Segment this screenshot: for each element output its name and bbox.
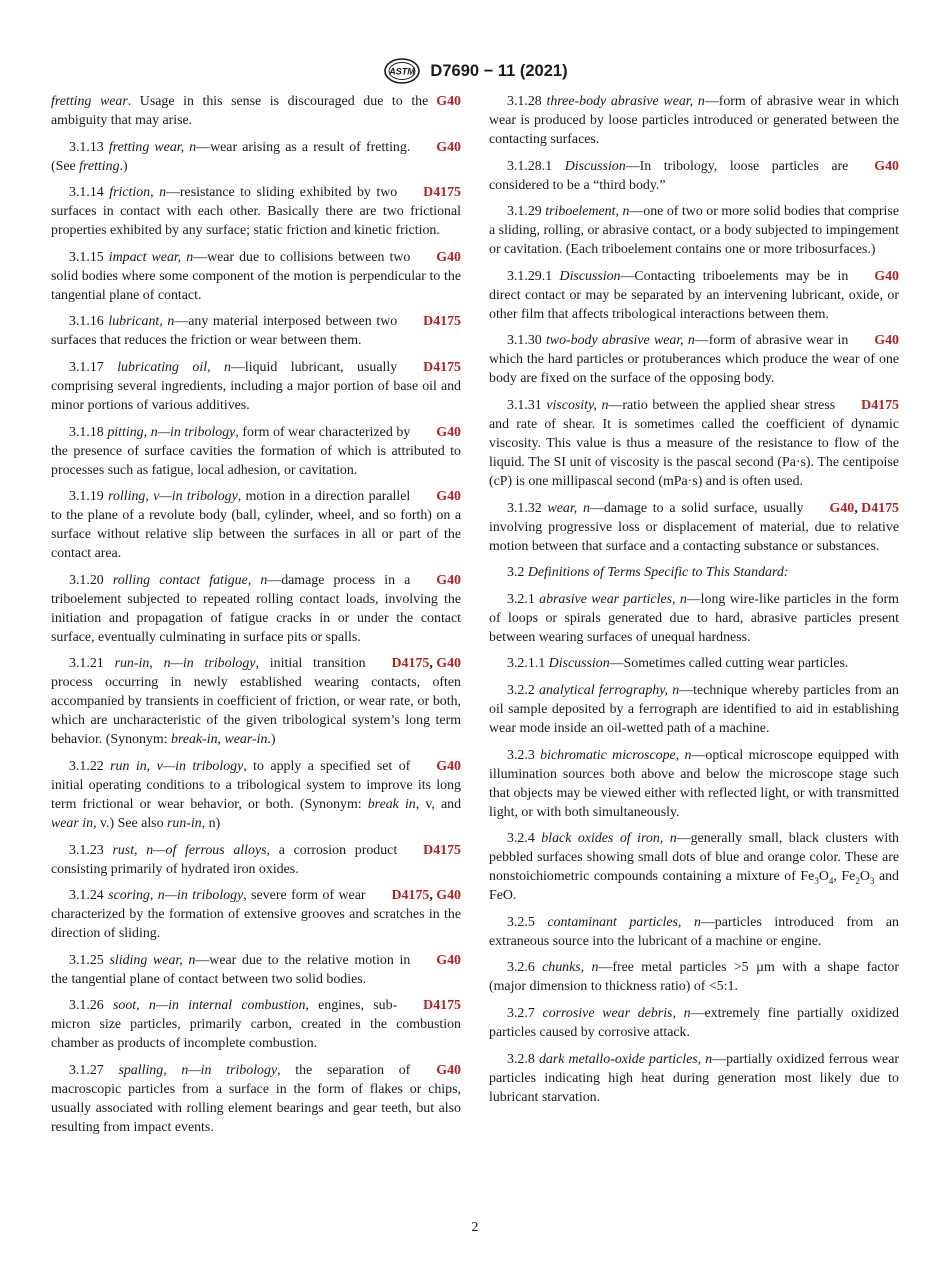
entry-term: two-body abrasive wear, n — [545, 333, 695, 349]
entry-body: .) — [267, 732, 276, 748]
definition-entry — [51, 92, 461, 130]
definition-entry — [51, 358, 461, 415]
entry-number: 3.1.25 — [69, 952, 110, 968]
formula-subscript: 2 — [855, 875, 860, 886]
reference-tag[interactable]: G40 — [436, 424, 461, 440]
entry-body: —wear due to collisions between two solid bodies where some component of the motion is perpendicular to the tangential plane of contact. — [51, 249, 461, 303]
definition-entry — [489, 958, 899, 996]
reference-tag[interactable]: D4175 — [861, 397, 899, 413]
reference-tags — [418, 487, 461, 506]
cross-reference-term: fretting — [79, 158, 120, 174]
entry-body: —any material interposed between two surfaces that reduces the friction or wear between them. — [51, 314, 398, 349]
reference-tags — [418, 248, 461, 267]
entry-term: Discussion — [559, 268, 621, 284]
entry-body: , v.) See also — [93, 815, 167, 831]
svg-text:ASTM: ASTM — [389, 66, 416, 77]
entry-number: 3.2.4 — [507, 831, 542, 847]
reference-separator: , — [429, 888, 437, 904]
reference-tags — [418, 951, 461, 970]
entry-number: 3.1.24 — [69, 888, 109, 904]
entry-number: 3.1.20 — [69, 572, 113, 588]
entry-body: —damage process in a triboelement subjected to repeated rolling contact loads, involving the initiation and propagation of fatigue cracks in or under the contact surface, eventually culminating in surface pits or spalls. — [51, 572, 461, 645]
entry-term: contaminant particles, n — [547, 914, 701, 930]
reference-tags — [405, 312, 461, 331]
definition-entry — [51, 996, 461, 1053]
entry-term: scoring, n—in tribology — [108, 888, 244, 904]
entry-term: rust, n—of ferrous alloys — [112, 842, 267, 858]
entry-number: 3.1.15 — [69, 249, 109, 265]
entry-body: —long wire-like particles in the form of loops or spirals generated due to hard, abrasive particles present between wearing surfaces of unequal hardness. — [489, 591, 899, 645]
entry-body: —In tribology, loose particles are considered to be a “third body.” — [489, 158, 849, 193]
definition-entry — [51, 654, 461, 749]
entry-number: 3.1.29 — [507, 204, 546, 220]
definition-entry — [51, 248, 461, 305]
entry-number: 3.1.23 — [69, 842, 113, 858]
reference-tags — [405, 183, 461, 202]
entry-term: chunks, n — [542, 960, 599, 976]
entry-number: 3.2.6 — [507, 960, 543, 976]
entry-body: —resistance to sliding exhibited by two surfaces in contact with each other. Basically there are two frictional properties exhibited by any surface; static friction and kinetic friction. — [51, 185, 461, 239]
entry-number: 3.2.7 — [507, 1005, 543, 1021]
definition-entry — [489, 654, 899, 673]
entry-term: soot, n—in internal combustion — [112, 998, 306, 1014]
reference-tags — [856, 157, 899, 176]
entry-body: , to apply a specified set of initial operating conditions to a tribological system to improve its long term frictional or wear behavior, or both. (Synonym: — [51, 758, 461, 812]
reference-tags — [856, 331, 899, 350]
entry-body: , n) — [201, 815, 221, 831]
left-column — [51, 92, 461, 1145]
page-header — [0, 56, 950, 86]
entry-body: —one of two or more solid bodies that comprise a sliding, rolling, or abrasive contact, or a body subjected to impingement or cavitation. (Each triboelement contains one or more tribosurfaces.) — [489, 204, 899, 258]
definition-entry — [489, 331, 899, 388]
reference-tag[interactable]: G40 — [436, 489, 461, 505]
entry-number: 3.2.1.1 — [507, 656, 549, 672]
reference-tag[interactable]: D4175 — [423, 998, 461, 1014]
entry-term: pitting, n—in tribology — [107, 424, 236, 440]
entry-term: wear, n — [547, 500, 590, 516]
entry-body: , initial transition process occurring in newly established wearing contacts, often accompanied by transients in coefficient of friction, or wear rate, or both, which are uncharacteristic of the given tribological system’s long term behavior. (Synonym: — [51, 656, 461, 748]
reference-tag[interactable]: G40 — [436, 758, 461, 774]
entry-term: Discussion — [548, 656, 610, 672]
reference-separator: , — [429, 656, 437, 672]
entry-body: —Contacting triboelements may be in direct contact or may be separated by an intervening lubricant, oxide, or other film that affects tribological interactions between them. — [489, 268, 899, 322]
reference-tag[interactable]: D4175 — [391, 888, 430, 904]
reference-tag[interactable]: G40 — [436, 656, 461, 672]
cross-reference-term: wear in — [51, 815, 94, 831]
reference-tags — [418, 1061, 461, 1080]
definition-entry — [489, 590, 899, 647]
definition-entry — [489, 396, 899, 491]
entry-number: 3.1.31 — [507, 397, 547, 413]
definition-entry — [489, 157, 899, 195]
definition-entry — [51, 138, 461, 176]
reference-tag[interactable]: G40 — [874, 268, 899, 284]
reference-tags — [436, 92, 461, 111]
entry-term: Definitions of Terms Specific to This Standard: — [527, 565, 789, 581]
reference-tag[interactable]: D4175 — [423, 185, 461, 201]
definition-entry — [51, 487, 461, 563]
reference-tags — [374, 886, 461, 905]
entry-term: lubricant, n — [108, 314, 175, 330]
definition-entry — [51, 183, 461, 240]
reference-separator: , — [854, 500, 862, 516]
entry-body: .) — [119, 158, 128, 174]
entry-number: 3.1.26 — [69, 998, 113, 1014]
entry-body: , form of wear characterized by the presence of surface cavities the formation of which is attributed to processes such as fatigue, local adhesion, or cavitation. — [51, 424, 461, 478]
entry-body: —optical microscope equipped with illumination sources both above and below the microscope stage such that objects may be viewed either with reflected light, or with transmitted light, or with both simultaneously. — [489, 747, 899, 820]
entry-term: dark metallo-oxide particles, n — [538, 1051, 713, 1067]
entry-body: , engines, sub-micron size particles, primarily carbon, created in the combustion chamber as products of incomplete combustion. — [51, 998, 461, 1052]
reference-tag[interactable]: D4175 — [423, 842, 461, 858]
entry-body: —free metal particles >5 µm with a shape factor (major dimension to thickness ratio) of <5:1. — [489, 960, 899, 995]
entry-body: , v, and — [415, 796, 462, 812]
entry-number: 3.1.30 — [507, 333, 546, 349]
entry-body: —Sometimes called cutting wear particles. — [609, 656, 849, 672]
entry-term: rolling, v—in tribology — [108, 489, 238, 505]
formula-subscript: 3 — [814, 875, 819, 886]
definition-entry — [489, 681, 899, 738]
right-column — [489, 92, 899, 1114]
reference-tag[interactable]: G40 — [436, 139, 461, 155]
cross-reference-term: break-in — [171, 732, 218, 748]
entry-number: 3.2.3 — [507, 747, 541, 763]
entry-number: 3.1.27 — [69, 1062, 119, 1078]
definition-entry — [51, 951, 461, 989]
definition-entry — [489, 746, 899, 822]
entry-body: —ratio between the applied shear stress and rate of shear. It is sometimes called the coefficient of dynamic viscosity. This value is thus a measure of the resistance to flow of the liquid. The SI unit of viscosity is the pascal second (Pa·s). The centipoise (cP) is one millipascal second (mPa·s) and is often used. — [489, 397, 899, 489]
entry-term: run in, v—in tribology — [110, 758, 244, 774]
definition-entry — [489, 913, 899, 951]
reference-tags — [856, 267, 899, 286]
entry-number: 3.1.19 — [69, 489, 109, 505]
entry-term: rolling contact fatigue, n — [112, 572, 268, 588]
definition-entry — [51, 841, 461, 879]
entry-term: three-body abrasive wear, n — [546, 94, 705, 109]
entry-number: 3.1.29.1 — [507, 268, 560, 284]
entry-term: sliding wear, n — [109, 952, 196, 968]
entry-number: 3.1.18 — [69, 424, 108, 440]
entry-term: friction, n — [109, 185, 167, 201]
entry-term: triboelement, n — [545, 204, 630, 220]
reference-tags — [418, 571, 461, 590]
entry-term: viscosity, n — [546, 397, 609, 413]
entry-number: 3.1.21 — [69, 656, 115, 672]
entry-body: —form of abrasive wear in which wear is produced by loose particles introduced or generated between the contacting surfaces. — [489, 94, 899, 147]
entry-body: , the separation of macroscopic particles from a surface in the form of flakes or chips, usually associated with rolling element bearings and gear teeth, but also resulting from impact events. — [51, 1062, 461, 1135]
formula-subscript: 4 — [828, 875, 834, 886]
entry-term: analytical ferrography, n — [539, 682, 680, 698]
cross-reference-term: break in — [367, 796, 416, 812]
entry-number: 3.2.1 — [507, 591, 540, 607]
entry-term: corrosive wear debris, n — [542, 1005, 691, 1021]
reference-tags — [374, 654, 461, 673]
definition-entry — [51, 571, 461, 647]
entry-number: 3.1.16 — [69, 314, 109, 330]
entry-body: —wear arising as a result of fretting. (See — [51, 139, 411, 174]
entry-body: —wear due to the relative motion in the tangential plane of contact between two solid bodies. — [51, 952, 411, 987]
entry-body: —damage to a solid surface, usually involving progressive loss or displacement of material, due to relative motion between that surface and a contacting substance or substances. — [489, 500, 899, 554]
reference-tag[interactable]: D4175 — [861, 500, 899, 516]
entry-body: —form of abrasive wear in which the hard particles or protuberances which produce the wear of one body are fixed on the surface of the opposing body. — [489, 333, 899, 387]
entry-number: 3.1.32 — [507, 500, 548, 516]
reference-tag[interactable]: D4175 — [423, 314, 461, 330]
reference-tags — [418, 423, 461, 442]
entry-term: run-in, n—in tribology — [114, 656, 256, 672]
formula-subscript: 3 — [869, 875, 875, 886]
definition-entry — [51, 312, 461, 350]
entry-term: impact wear, n — [108, 249, 194, 265]
entry-number: 3.2 — [507, 565, 528, 581]
entry-term: fretting wear, n — [108, 139, 197, 155]
definition-entry — [489, 92, 899, 149]
page-number: 2 — [471, 1220, 479, 1235]
entry-number: 3.1.28.1 — [507, 158, 565, 174]
entry-term: bichromatic microscope, n — [540, 747, 692, 763]
reference-tag[interactable]: D4175 — [423, 359, 461, 375]
definition-entry — [489, 267, 899, 324]
reference-tag[interactable]: G40 — [436, 94, 461, 109]
entry-term: Discussion — [564, 158, 626, 174]
reference-tags — [405, 841, 461, 860]
entry-body: . Usage in this sense is discouraged due to the ambiguity that may arise. — [51, 94, 429, 128]
definition-entry — [51, 423, 461, 480]
entry-term: black oxides of iron, n — [541, 831, 677, 847]
entry-body: , severe form of wear characterized by the formation of extensive grooves and scratches in the direction of sliding. — [51, 888, 461, 942]
definition-entry — [489, 499, 899, 556]
reference-tags — [405, 358, 461, 377]
entry-body: —particles introduced from an extraneous source into the lubricant of a machine or engine. — [489, 914, 899, 949]
definition-entry — [51, 886, 461, 943]
definition-entry — [489, 829, 899, 905]
definition-entry — [489, 202, 899, 259]
entry-term: lubricating oil, n — [117, 359, 231, 375]
definition-entry — [51, 1061, 461, 1137]
reference-tag[interactable]: G40 — [874, 333, 899, 349]
entry-number: 3.2.5 — [507, 914, 548, 930]
entry-number: 3.2.8 — [507, 1051, 539, 1067]
definition-entry — [489, 1004, 899, 1042]
entry-term: abrasive wear particles, n — [539, 591, 687, 607]
reference-tag[interactable]: G40 — [436, 1062, 461, 1078]
entry-term: spalling, n—in tribology — [118, 1062, 278, 1078]
reference-tag[interactable]: G40 — [436, 888, 461, 904]
chemical-formula: $Fe_3O_4$, $Fe_2O_3$ and FeO. — [489, 869, 899, 904]
entry-body: , — [217, 732, 225, 748]
entry-body: —liquid lubricant, usually comprising several ingredients, including a major portion of base oil and minor portions of various additives. — [51, 359, 461, 413]
entry-number: 3.1.28 — [507, 94, 547, 109]
entry-number: 3.1.22 — [69, 758, 111, 774]
entry-number: 3.1.13 — [69, 139, 109, 155]
document-designation: D7690 − 11 (2021) — [430, 61, 568, 80]
entry-body: —extremely fine partially oxidized particles caused by corrosive attack. — [489, 1005, 899, 1040]
reference-tag[interactable]: G40 — [436, 249, 461, 265]
definition-entry — [489, 1050, 899, 1107]
definition-entry — [489, 563, 899, 582]
reference-tags — [812, 499, 899, 518]
reference-tags — [843, 396, 899, 415]
reference-tags — [418, 138, 461, 157]
entry-number: 3.2.2 — [507, 682, 539, 698]
entry-body: —partially oxidized ferrous wear particles indicating high heat during generation most likely due to lubricant starvation. — [489, 1051, 899, 1105]
entry-number: 3.1.17 — [69, 359, 118, 375]
entry-body: —generally small, black clusters with pebbled surfaces showing small dots of blue and orange color. These are nonstoichiometric compounds containing a mixture of — [489, 831, 899, 885]
reference-tags — [405, 996, 461, 1015]
entry-body: , a corrosion product consisting primarily of hydrated iron oxides. — [51, 842, 398, 877]
entry-number: 3.1.14 — [69, 185, 110, 201]
reference-tag[interactable]: D4175 — [391, 656, 430, 672]
cross-reference-term: run-in — [167, 815, 202, 831]
reference-tags — [418, 757, 461, 776]
entry-body: —technique whereby particles from an oil sample deposited by a ferrograph are identified to aid in establishing wear mode inside an oil-wetted path of a machine. — [489, 682, 899, 736]
definition-entry — [51, 757, 461, 833]
cross-reference-term: wear-in — [224, 732, 268, 748]
reference-tag[interactable]: G40 — [829, 500, 855, 516]
reference-tag[interactable]: G40 — [436, 952, 461, 968]
entry-body: , motion in a direction parallel to the plane of a revolute body (ball, cylinder, wheel, and so forth) on a surface without relative slip between the surfaces in all or part of the contact area. — [51, 489, 461, 562]
entry-term: fretting wear — [51, 94, 128, 109]
reference-tag[interactable]: G40 — [874, 158, 899, 174]
astm-logo-icon — [382, 56, 422, 86]
reference-tag[interactable]: G40 — [436, 572, 461, 588]
